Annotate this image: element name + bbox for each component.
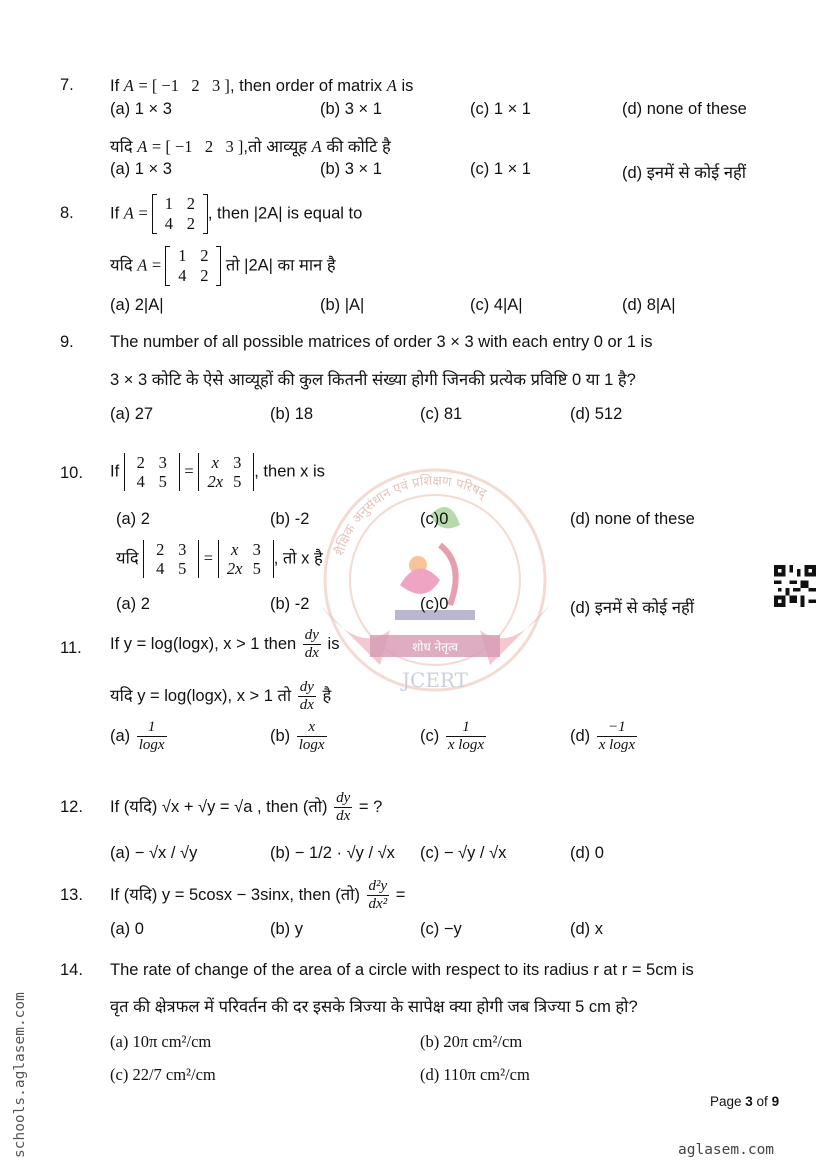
option-c-hi: (c)0 [420, 595, 449, 613]
option-d-hi: (d) इनमें से कोई नहीं [570, 599, 695, 617]
watermark-brand: JCERT [402, 668, 468, 692]
question-7-hi: यदि A = [ −1 2 3 ],तो आव्यूह A की कोटि है [110, 137, 391, 156]
question-8-hi: यदि A = 1 2 4 2 तो |2A| का मान है [110, 246, 336, 285]
option-c-hi: (c) 1 × 1 [470, 160, 531, 178]
option-c: (c) 22/7 cm²/cm [110, 1065, 216, 1084]
derivative-fraction: $\frac{dy}{dx}$ [299, 679, 314, 713]
question-9-hi: 3 × 3 कोटि के ऐसे आव्यूहों की कुल कितनी संख्या होगी जिनकी प्रत्येक प्रविष्टि 0 या 1 है? [110, 371, 636, 389]
svg-text:शैक्षिक अनुसंधान एवं प्रशिक्षण [331, 473, 489, 558]
matrix: 1 2 4 2 [165, 246, 221, 286]
question-number: 14. [60, 961, 83, 979]
watermark-band-text: शोध नेतृत्व [412, 640, 458, 654]
option-a-hi: (a) 1 × 3 [110, 160, 172, 178]
derivative-fraction: $\frac{dy}{dx}$ [304, 627, 319, 661]
option-a: (a) 0 [110, 920, 144, 938]
option-b-hi: (b) -2 [270, 595, 310, 613]
question-12-text: If (यदि) √x + √y = √a , then (तो) $\frac{dy}{dx}$ = ? [110, 790, 383, 824]
option-a: (a) 2|A| [110, 296, 164, 314]
option-a: (a) $\frac{1}{\log x}$ [110, 719, 165, 753]
option-b: (b) $\frac{x}{\log x}$ [270, 719, 325, 753]
option-c: (c) −y [420, 920, 462, 938]
matrix: 1 2 4 2 [152, 194, 208, 234]
question-14-en: The rate of change of the area of a circle with respect to its radius r at r = 5cm is [110, 961, 694, 979]
option-d: (d) none of these [622, 100, 747, 118]
option-a: (a) 2 [116, 510, 150, 528]
option-d: (d) 512 [570, 405, 623, 423]
option-d: (d) 0 [570, 844, 604, 862]
determinant: 2 3 4 5 [143, 540, 199, 578]
option-b-hi: (b) 3 × 1 [320, 160, 382, 178]
question-8-en: If A = 1 2 4 2 , then |2A| is equal to [110, 194, 363, 233]
jcert-watermark-logo [300, 455, 570, 705]
option-b: (b) |A| [320, 296, 365, 314]
question-9-en: The number of all possible matrices of order 3 × 3 with each entry 0 or 1 is [110, 333, 653, 351]
question-10-en: If 2 3 4 5 = x 3 2x 5 , then x is [110, 453, 325, 491]
option-a-hi: (a) 2 [116, 595, 150, 613]
option-c: (c) − √y / √x [420, 844, 507, 862]
second-derivative-fraction: $\frac{\text{d²y}}{\text{dx²}}$ [368, 878, 388, 912]
option-b: (b) 3 × 1 [320, 100, 382, 118]
option-b: (b) y [270, 920, 303, 938]
option-a: (a) 1 × 3 [110, 100, 172, 118]
qr-code-icon [773, 565, 817, 607]
option-d: (d) 8|A| [622, 296, 676, 314]
question-14-hi: वृत की क्षेत्रफल में परिवर्तन की दर इसके त्रिज्या के सापेक्ष क्या होगी जब त्रिज्या 5 cm हो? [110, 998, 638, 1016]
option-a: (a) 10π cm²/cm [110, 1032, 212, 1051]
side-watermark-url: schools.aglasem.com [12, 992, 28, 1158]
option-b: (b) -2 [270, 510, 310, 528]
option-d: (d) x [570, 920, 603, 938]
option-d: (d) 110π cm²/cm [420, 1065, 530, 1084]
option-c: (c) 1 × 1 [470, 100, 531, 118]
determinant: 2 3 4 5 [124, 453, 180, 491]
question-number: 13. [60, 886, 83, 904]
question-number: 7. [60, 76, 74, 94]
option-d-hi: (d) इनमें से कोई नहीं [622, 164, 747, 182]
option-d: (d) $\frac{-1}{\text{x logx}}$ [570, 719, 635, 753]
option-c: (c) 4|A| [470, 296, 523, 314]
option-c: (c) $\frac{1}{\text{x logx}}$ [420, 719, 485, 753]
option-b: (b) 18 [270, 405, 314, 423]
determinant: x 3 2x 5 [218, 540, 274, 578]
option-c: (c)0 [420, 510, 449, 528]
option-b: (b) − 1/2 · √y / √x [270, 844, 395, 862]
question-11-hi: यदि y = log(logx), x > 1 तो $\frac{dy}{dx}$ है [110, 679, 332, 713]
question-10-hi: यदि 2 3 4 5 = x 3 2x 5 , तो x है [116, 540, 323, 578]
page-number: Page 3 of 9 [710, 1094, 780, 1109]
option-d: (d) none of these [570, 510, 695, 528]
determinant: x 3 2x 5 [198, 453, 254, 491]
footer-site-url: aglasem.com [678, 1142, 775, 1158]
derivative-fraction: $\frac{dy}{dx}$ [336, 790, 351, 824]
question-11-en: If y = log(logx), x > 1 then $\frac{dy}{dx}$ is [110, 627, 340, 661]
question-number: 10. [60, 464, 83, 482]
question-13-text: If (यदि) y = 5cosx − 3sinx, then (तो) $\frac{\text{d²y}}{\text{dx²}}$ = [110, 878, 406, 912]
question-number: 12. [60, 798, 83, 816]
option-b: (b) 20π cm²/cm [420, 1032, 523, 1051]
question-number: 9. [60, 333, 74, 351]
question-7-en: If A = [ −1 2 3 ], then order of matrix A is [110, 76, 414, 95]
option-a: (a) − √x / √y [110, 844, 198, 862]
option-a: (a) 27 [110, 405, 154, 423]
question-number: 8. [60, 204, 74, 222]
question-number: 11. [60, 639, 82, 657]
option-c: (c) 81 [420, 405, 463, 423]
watermark-arc-text: शैक्षिक अनुसंधान एवं प्रशिक्षण परिषद् [332, 473, 489, 558]
